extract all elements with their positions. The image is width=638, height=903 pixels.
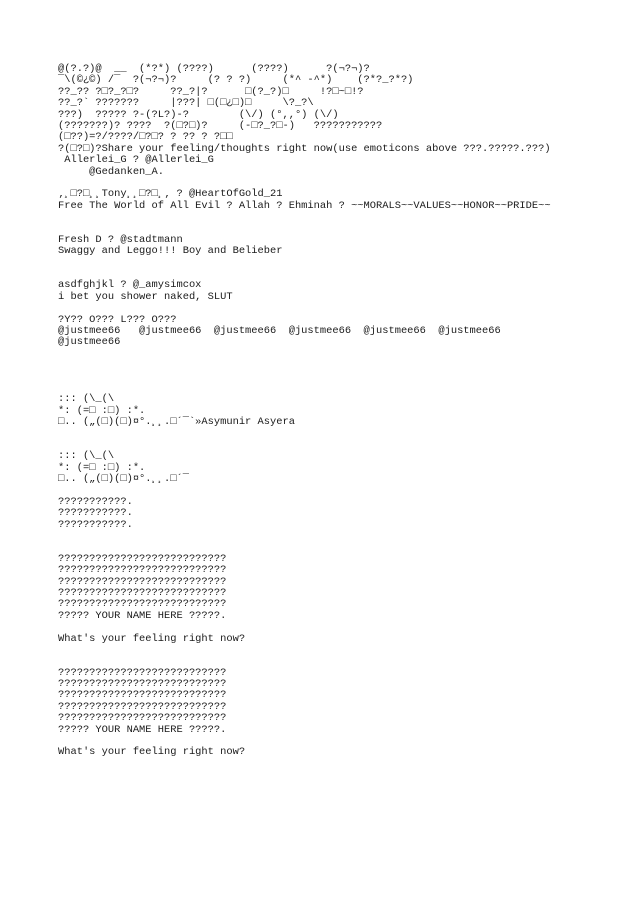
- text-line: Fresh D ? @stadtmann: [58, 233, 183, 246]
- text-line: (□??)=?/????/□?□? ? ?? ? ?□□: [58, 131, 233, 144]
- text-line: ?Y?? O??? L??? O???: [58, 313, 177, 326]
- text-line: [58, 212, 618, 223]
- text-line: ???????????????????????????: [58, 564, 227, 577]
- text-line: [58, 303, 618, 314]
- text-line: ???????????????????????????: [58, 666, 227, 679]
- text-line: [58, 531, 618, 542]
- text-line: ‚¸□?□¸¸Tony¸¸□?□¸‚ ? @HeartOfGold_21: [58, 188, 283, 201]
- text-line: □.. („(□)(□)¤°.¸¸.□´¯: [58, 473, 189, 486]
- text-line: ???????????.: [58, 495, 133, 508]
- text-line: i bet you shower naked, SLUT: [58, 290, 233, 303]
- text-line: ???????????????????????????: [58, 575, 227, 588]
- text-line: [58, 485, 618, 496]
- text-line: *: (=□ :□) :*.: [58, 404, 146, 417]
- text-line: ::: (\_(\: [58, 393, 115, 406]
- text-line: What's your feeling right now?: [58, 632, 246, 645]
- text-line: [58, 349, 618, 360]
- text-line: [58, 360, 618, 371]
- text-line: [58, 258, 618, 269]
- text-line: ???????????????????????????: [58, 712, 227, 725]
- text-line: ????? YOUR NAME HERE ?????.: [58, 609, 227, 622]
- text-line: ??_?? ?□?_?□? ??_?|? □(?_?)□ !?□~□!?: [58, 85, 364, 98]
- text-line: ¯\(©¿©) /¯ ?(¬?¬)? (? ? ?) (*^ -^*) (?*?_?*?): [58, 74, 414, 87]
- text-line: ????? YOUR NAME HERE ?????.: [58, 723, 227, 736]
- text-line: ???????????????????????????: [58, 598, 227, 611]
- text-line: ?(□?□)?Share your feeling/thoughts right now(use emoticons above ???.?????.???): [58, 142, 551, 155]
- document-body: [58, 64, 618, 759]
- text-line: ::: (\_(\: [58, 450, 115, 463]
- text-line: ???????????????????????????: [58, 689, 227, 702]
- text-line: ???????????????????????????: [58, 586, 227, 599]
- text-line: (???????)? ???? ?(□?□)? (-□?_?□-) ???????????: [58, 119, 383, 132]
- text-line: □.. („(□)(□)¤°.¸¸.□´¯`»Asymunir Asyera: [58, 416, 295, 429]
- text-line: ???????????????????????????: [58, 678, 227, 691]
- text-line: ???????????????????????????: [58, 552, 227, 565]
- text-line: Allerlei_G ? @Allerlei_G: [58, 154, 214, 167]
- text-line: [58, 429, 618, 440]
- text-line: [58, 383, 618, 394]
- text-line: *: (=□ :□) :*.: [58, 461, 146, 474]
- text-line: ???????????.: [58, 507, 133, 520]
- text-line: ???) ????? ?-(?L?)-? (\/) (°,,°) (\/): [58, 108, 339, 121]
- text-line: ??_?` ??????? |???| □(□¿□)□ \?_?\: [58, 97, 314, 110]
- text-line: [58, 645, 618, 656]
- text-line: [58, 656, 618, 667]
- text-line: Free The World of All Evil ? Allah ? Ehminah ? ~~MORALS~~VALUES~~HONOR~~PRIDE~~: [58, 199, 551, 212]
- text-line: [58, 622, 618, 633]
- text-line: What's your feeling right now?: [58, 746, 246, 759]
- text-line: @(?.?)@ __ (*?*) (????) (????) ?(¬?¬)?: [58, 63, 370, 75]
- text-line: @Gedanken_A.: [58, 165, 165, 178]
- text-line: @justmee66 @justmee66 @justmee66 @justmee66 @justmee66 @justmee66: [58, 324, 501, 337]
- text-line: ???????????????????????????: [58, 700, 227, 713]
- text-line: Swaggy and Leggo!!! Boy and Belieber: [58, 245, 283, 258]
- text-line: [58, 440, 618, 451]
- text-line: [58, 372, 618, 383]
- text-line: @justmee66: [58, 336, 121, 349]
- text-line: asdfghjkl ? @_amysimcox: [58, 279, 202, 292]
- text-line: ???????????.: [58, 518, 133, 531]
